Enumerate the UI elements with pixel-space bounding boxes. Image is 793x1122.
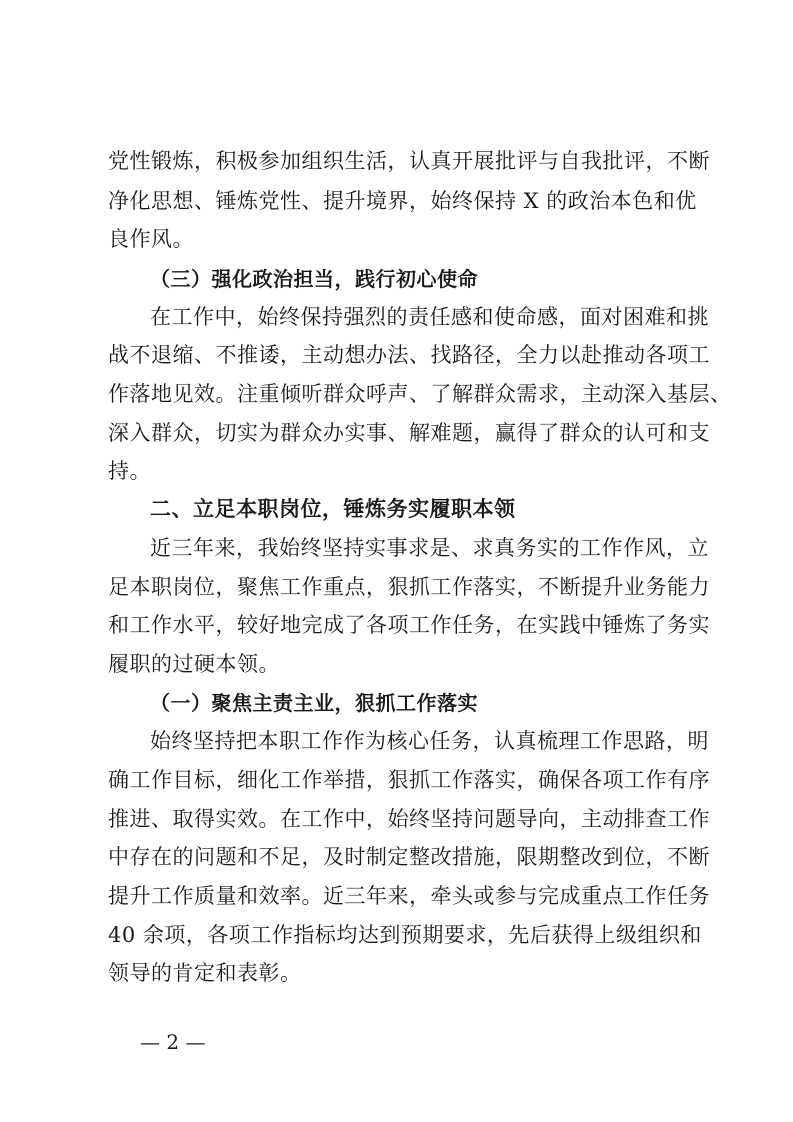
- body-text-line: 深入群众，切实为群众办实事、解难题，赢得了群众的认可和支: [108, 421, 710, 445]
- body-text-line: 近三年来，我始终坚持实事求是、求真务实的工作作风，立: [150, 536, 709, 560]
- body-text-line: 和工作水平，较好地完成了各项工作任务，在实践中锤炼了务实: [108, 613, 710, 637]
- body-text-line: 40 余项，各项工作指标均达到预期要求，先后获得上级组织和: [108, 923, 702, 947]
- body-text-line: 始终坚持把本职工作作为核心任务，认真梳理工作思路，明: [150, 729, 709, 753]
- body-text-line: 净化思想、锤炼党性、提升境界，始终保持 X 的政治本色和优: [108, 189, 697, 213]
- body-text-line: 良作风。: [108, 227, 194, 251]
- body-text-line: 推进、取得实效。在工作中，始终坚持问题导向，主动排查工作: [108, 807, 710, 831]
- section-subheading: （三）强化政治担当，践行初心使命: [150, 267, 478, 291]
- section-subheading: （一）聚焦主责主业，狠抓工作落实: [150, 691, 478, 715]
- body-text-line: 确工作目标，细化工作举措，狠抓工作落实，确保各项工作有序: [108, 768, 710, 792]
- body-text-line: 履职的过硬本领。: [108, 652, 280, 676]
- body-text-line: 中存在的问题和不足，及时制定整改措施，限期整改到位，不断: [108, 845, 710, 869]
- body-text-line: 在工作中，始终保持强烈的责任感和使命感，面对困难和挑: [150, 305, 709, 329]
- body-text-line: 领导的肯定和表彰。: [108, 961, 302, 985]
- page-number: — 2 —: [140, 1030, 206, 1054]
- body-text-line: 提升工作质量和效率。近三年来，牵头或参与完成重点工作任务: [108, 884, 710, 908]
- body-text-line: 战不退缩、不推诿，主动想办法、找路径，全力以赴推动各项工: [108, 343, 710, 367]
- body-text-line: 作落地见效。注重倾听群众呼声、了解群众需求，主动深入基层、: [108, 382, 732, 406]
- section-heading: 二、立足本职岗位，锤炼务实履职本领: [150, 497, 516, 521]
- body-text-line: 足本职岗位，聚焦工作重点，狠抓工作落实，不断提升业务能力: [108, 575, 710, 599]
- body-text-line: 党性锻炼，积极参加组织生活，认真开展批评与自我批评，不断: [108, 149, 710, 173]
- body-text-line: 持。: [108, 459, 151, 483]
